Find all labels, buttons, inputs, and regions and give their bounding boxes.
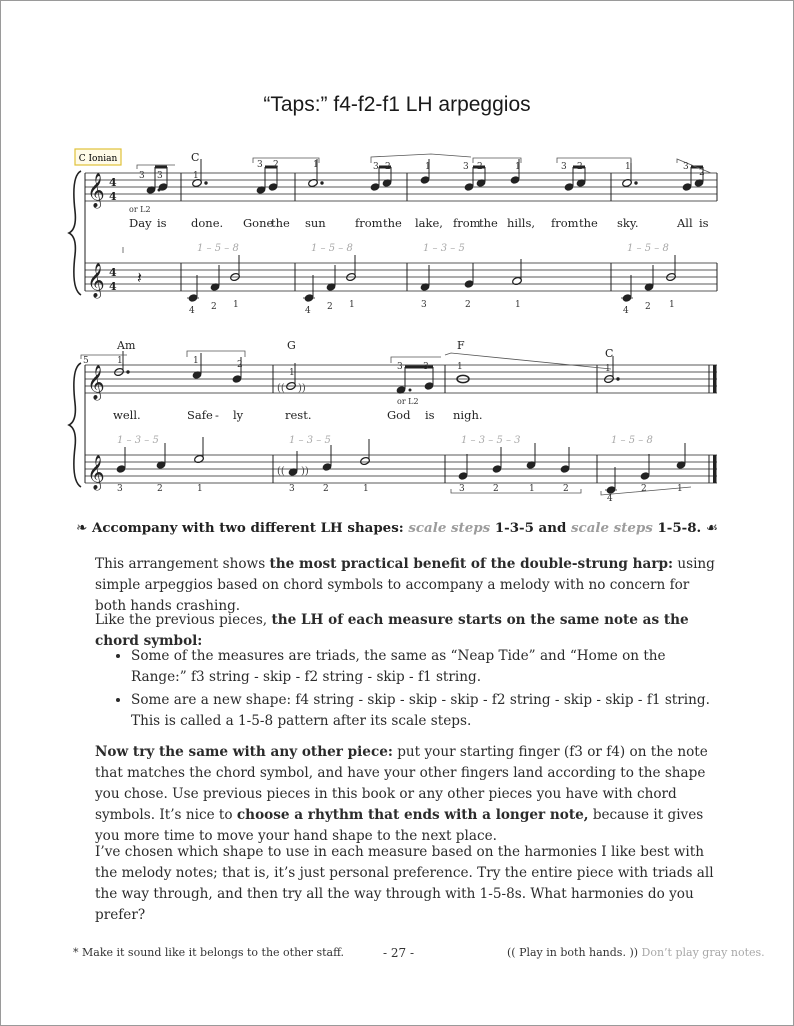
treble-clef-icon: 𝄞 <box>87 263 105 298</box>
finger-number: 2 <box>237 360 243 370</box>
finger-number: 3 <box>421 300 427 310</box>
text: This arrangement shows <box>95 556 266 572</box>
lyric: the <box>579 216 598 230</box>
finger-number: 3 <box>257 160 263 170</box>
system-2 <box>69 363 717 487</box>
caption <box>1 520 793 536</box>
lyric: from <box>551 216 579 230</box>
finger-number: 3 <box>463 162 469 172</box>
finger-number: 1 <box>605 364 611 374</box>
time-signature: 4 <box>109 280 117 293</box>
page-number: - 27 - <box>383 946 415 960</box>
finger-number: 1 <box>515 300 521 310</box>
finger-number: 3 <box>139 171 145 181</box>
finger-number: 1 <box>457 362 463 372</box>
lyric: is <box>699 216 709 230</box>
finger-number: 5 <box>83 356 89 366</box>
finger-number: 1 <box>197 484 203 494</box>
finger-number: 3 <box>561 162 567 172</box>
footnote-star: * <box>73 946 79 959</box>
finger-number: 2 <box>641 484 647 494</box>
treble-clef-icon: 𝄞 <box>87 455 105 490</box>
scale-pattern: 1 – 5 – 8 <box>611 435 653 446</box>
melody-notes-2 <box>114 351 620 394</box>
lyric: from <box>355 216 383 230</box>
barlines-1 <box>85 173 717 291</box>
finger-number: 2 <box>327 302 333 312</box>
finger-number: 3 <box>117 484 123 494</box>
finger-number: 2 <box>323 484 329 494</box>
finger-number: 4 <box>607 494 613 501</box>
time-signature: 4 <box>109 176 117 189</box>
footnote <box>73 946 344 959</box>
finger-number: 1 <box>349 300 355 310</box>
finger-number: 4 <box>623 306 629 316</box>
lh-staff-2 <box>85 455 717 483</box>
brace <box>69 171 81 295</box>
lyric: - <box>215 408 219 422</box>
both-hands-marker: (( <box>277 466 285 477</box>
scale-pattern: 1 – 3 – 5 <box>117 435 159 446</box>
text: because it gives you more time to move your hand shape to the next place. <box>95 807 704 844</box>
finger-number: 1 <box>425 162 431 172</box>
footnote-text: Make it sound like it belongs to the other staff. <box>82 946 344 959</box>
bold-text: the most practical benefit of the double-strung harp: <box>269 556 674 572</box>
text: put your starting finger (f3 or f4) on the note that matches the chord symbol, and have your other fingers land according to the shape you chose. Use previous pieces in this book or any other pieces you have with chord symbols. It’s nice to <box>95 744 708 823</box>
finger-number: 4 <box>189 306 195 316</box>
caption-gray: scale steps <box>571 520 653 536</box>
chord-symbols-2 <box>116 339 613 360</box>
finger-number: 1 <box>625 162 631 172</box>
lyric: the <box>271 216 290 230</box>
quarter-rest-icon: 𝄽 <box>137 268 142 287</box>
fleuron-left-icon: ❧ <box>76 521 88 536</box>
page-title: “Taps:” f4-f2-f1 LH arpeggios <box>263 93 531 116</box>
lh-staff-1 <box>85 263 717 291</box>
lyric: done. <box>191 216 224 230</box>
time-signature: 4 <box>109 266 117 279</box>
mode-label: C Ionian <box>78 154 118 164</box>
finger-number: 1 <box>515 162 521 172</box>
barlines-2 <box>85 365 709 483</box>
finger-number: 2 <box>385 162 391 172</box>
paragraph-1 <box>95 554 715 617</box>
scale-patterns-2 <box>117 435 653 446</box>
lyric: All <box>677 216 693 230</box>
lyric: lake, <box>415 216 443 230</box>
finger-number: 1 <box>289 368 295 378</box>
lyric: Safe <box>187 408 213 422</box>
legend <box>507 946 765 959</box>
both-hands-legend: (( Play in both hands. )) <box>507 946 639 959</box>
fingering-brackets-2 <box>81 351 691 495</box>
finger-number: 2 <box>493 484 499 494</box>
brace <box>69 363 81 487</box>
finger-number: 1 <box>313 160 319 170</box>
bold-text: Now try the same with any other piece: <box>95 744 393 760</box>
caption-text: 1-5-8. <box>657 520 702 536</box>
lyric: sun <box>305 216 326 230</box>
finger-number: 3 <box>157 171 163 181</box>
rh-fingering-2 <box>83 356 611 378</box>
both-hands-marker: (( <box>277 383 285 394</box>
finger-number: 2 <box>699 168 705 178</box>
finger-number: 2 <box>157 484 163 494</box>
treble-clef-icon: 𝄞 <box>87 365 105 400</box>
lh-fingering-2 <box>117 484 683 501</box>
lyrics-1 <box>129 216 709 230</box>
lyric: the <box>383 216 402 230</box>
paragraph-3 <box>95 742 715 847</box>
both-hands-marker: )) <box>301 466 309 477</box>
finger-number: 1 <box>529 484 535 494</box>
scale-patterns-1 <box>197 243 669 254</box>
finger-number: 1 <box>363 484 369 494</box>
fingering-brackets-1 <box>123 154 711 253</box>
scale-pattern: 1 – 3 – 5 <box>423 243 465 254</box>
lyrics-2 <box>113 408 483 422</box>
finger-number: 2 <box>477 162 483 172</box>
chord-symbol: C <box>605 347 614 360</box>
system-1 <box>69 171 717 295</box>
text: Like the previous pieces, <box>95 612 268 628</box>
music-score <box>1 1 793 501</box>
lyric: is <box>157 216 167 230</box>
caption-text: 1-3-5 and <box>494 520 567 536</box>
lyric: well. <box>113 408 141 422</box>
finger-number: 1 <box>193 171 199 181</box>
finger-number: 2 <box>577 162 583 172</box>
chord-symbol: G <box>287 339 296 352</box>
bold-text: the LH of each measure starts on the same note as the chord symbol: <box>95 612 689 649</box>
lyric: is <box>425 408 435 422</box>
finger-number: 3 <box>397 362 403 372</box>
finger-number: 3 <box>289 484 295 494</box>
chord-symbol: C <box>191 151 200 164</box>
lyric: the <box>479 216 498 230</box>
scale-pattern: 1 – 5 – 8 <box>311 243 353 254</box>
bold-text: choose a rhythm that ends with a longer note, <box>236 807 589 823</box>
scale-pattern: 1 – 5 – 8 <box>197 243 239 254</box>
lyric: Gone <box>243 216 274 230</box>
alt-fingering: or L2 <box>397 397 419 406</box>
lyric: hills, <box>507 216 535 230</box>
finger-number: 2 <box>273 160 279 170</box>
gray-notes-legend: Don’t play gray notes. <box>641 946 765 959</box>
lyric: nigh. <box>453 408 483 422</box>
final-barline <box>713 455 717 483</box>
lyric: ly <box>233 408 244 422</box>
alt-fingering: or L2 <box>129 205 151 214</box>
finger-number: 2 <box>563 484 569 494</box>
finger-number: 2 <box>645 302 651 312</box>
lh-fingering-1 <box>189 300 675 316</box>
treble-clef-icon: 𝄞 <box>87 173 105 208</box>
final-barline <box>713 365 717 393</box>
finger-number: 1 <box>669 300 675 310</box>
scale-pattern: 1 – 3 – 5 <box>289 435 331 446</box>
finger-number: 4 <box>305 306 311 316</box>
treble-staff-1 <box>85 173 717 201</box>
finger-number: 1 <box>117 356 123 366</box>
paragraph-4: I’ve chosen which shape to use in each measure based on the harmonies I like best with the melody notes; that is, it’s just personal preference. Try the entire piece with triads all the way through, and then try all the way through with 1-5-8s. What harmonies do you prefer? <box>95 844 714 923</box>
bullet-list <box>95 646 715 734</box>
list-item: • Some are a new shape: f4 string - skip - skip - skip - f2 string - skip - skip - f1 string. This is called a 1-5-8 pattern after its scale steps. <box>131 690 715 732</box>
finger-number: 2 <box>465 300 471 310</box>
lyric: God <box>387 408 411 422</box>
finger-number: 3 <box>373 162 379 172</box>
finger-number: 1 <box>677 484 683 494</box>
finger-number: 2 <box>211 302 217 312</box>
text: using simple arpeggios based on chord symbols to accompany a melody with no concern for both hands crashing. <box>95 556 715 614</box>
lyric: Day <box>129 216 152 230</box>
lyric: sky. <box>617 216 639 230</box>
fleuron-right-icon: ☙ <box>705 521 718 536</box>
finger-number: 3 <box>459 484 465 494</box>
caption-text: Accompany with two different LH shapes: <box>92 520 404 536</box>
scale-pattern: 1 – 3 – 5 – 3 <box>461 435 521 446</box>
both-hands-marker: )) <box>298 383 306 394</box>
list-item: • Some of the measures are triads, the same as “Neap Tide” and “Home on the Range:” f3 string - skip - f2 string - skip - f1 string. <box>131 646 715 688</box>
finger-number: 3 <box>423 362 429 372</box>
lyric: from <box>453 216 481 230</box>
finger-number: 3 <box>683 162 689 172</box>
time-signature: 4 <box>109 190 117 203</box>
finger-number: 1 <box>193 356 199 366</box>
scale-pattern: 1 – 5 – 8 <box>627 243 669 254</box>
finger-number: 1 <box>233 300 239 310</box>
chord-symbol: F <box>457 339 465 352</box>
lyric: rest. <box>285 408 312 422</box>
chord-symbol: Am <box>117 339 136 352</box>
caption-gray: scale steps <box>408 520 491 536</box>
